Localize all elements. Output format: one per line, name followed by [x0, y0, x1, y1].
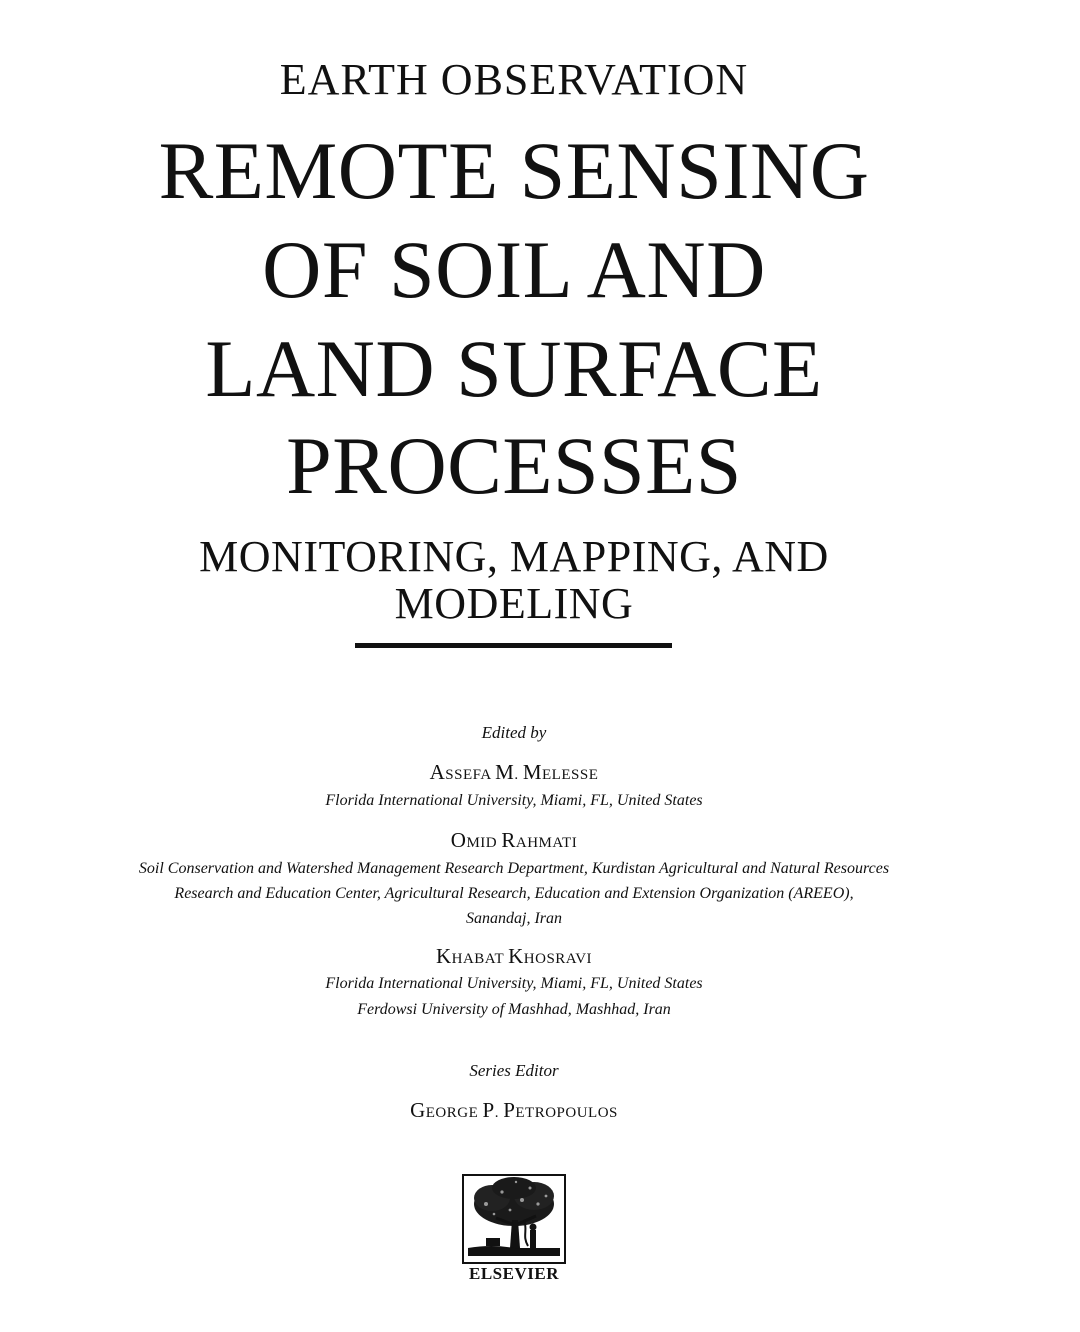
editor-affiliation: Florida International University, Miami, FL, United States [325, 792, 703, 809]
series-editor-label: Series Editor [469, 1061, 559, 1080]
book-title-line-1: REMOTE SENSING [158, 125, 870, 216]
book-title-line-2: OF SOIL AND [262, 224, 766, 315]
subtitle-line-1: MONITORING, MAPPING, AND [199, 532, 829, 581]
series-editor-name: GEORGE P. PETROPOULOS [410, 1098, 618, 1122]
book-title-line-4: PROCESSES [286, 420, 742, 511]
editor-affiliation: Ferdowsi University of Mashhad, Mashhad, Iran [357, 1001, 671, 1018]
subtitle-line-2: MODELING [394, 579, 634, 628]
publisher-name: ELSEVIER [469, 1264, 559, 1283]
series-title: EARTH OBSERVATION [279, 55, 749, 104]
editor-affiliation: Sanandaj, Iran [466, 910, 562, 927]
editor-name: KHABAT KHOSRAVI [435, 944, 593, 968]
title-divider [355, 643, 672, 648]
editor-name: OMID RAHMATI [450, 828, 578, 852]
editor-affiliation: Research and Education Center, Agricultural Research, Education and Extension Organization (AREEO), [174, 885, 854, 902]
book-title-line-3: LAND SURFACE [205, 323, 823, 414]
editor-affiliation: Florida International University, Miami, FL, United States [325, 975, 703, 992]
edited-by-label: Edited by [481, 723, 547, 742]
elsevier-tree-logo-icon [462, 1174, 566, 1264]
editor-affiliation: Soil Conservation and Watershed Management Research Department, Kurdistan Agricultural and Natural Resources [138, 860, 890, 877]
editor-name: ASSEFA M. MELESSE [429, 760, 599, 784]
